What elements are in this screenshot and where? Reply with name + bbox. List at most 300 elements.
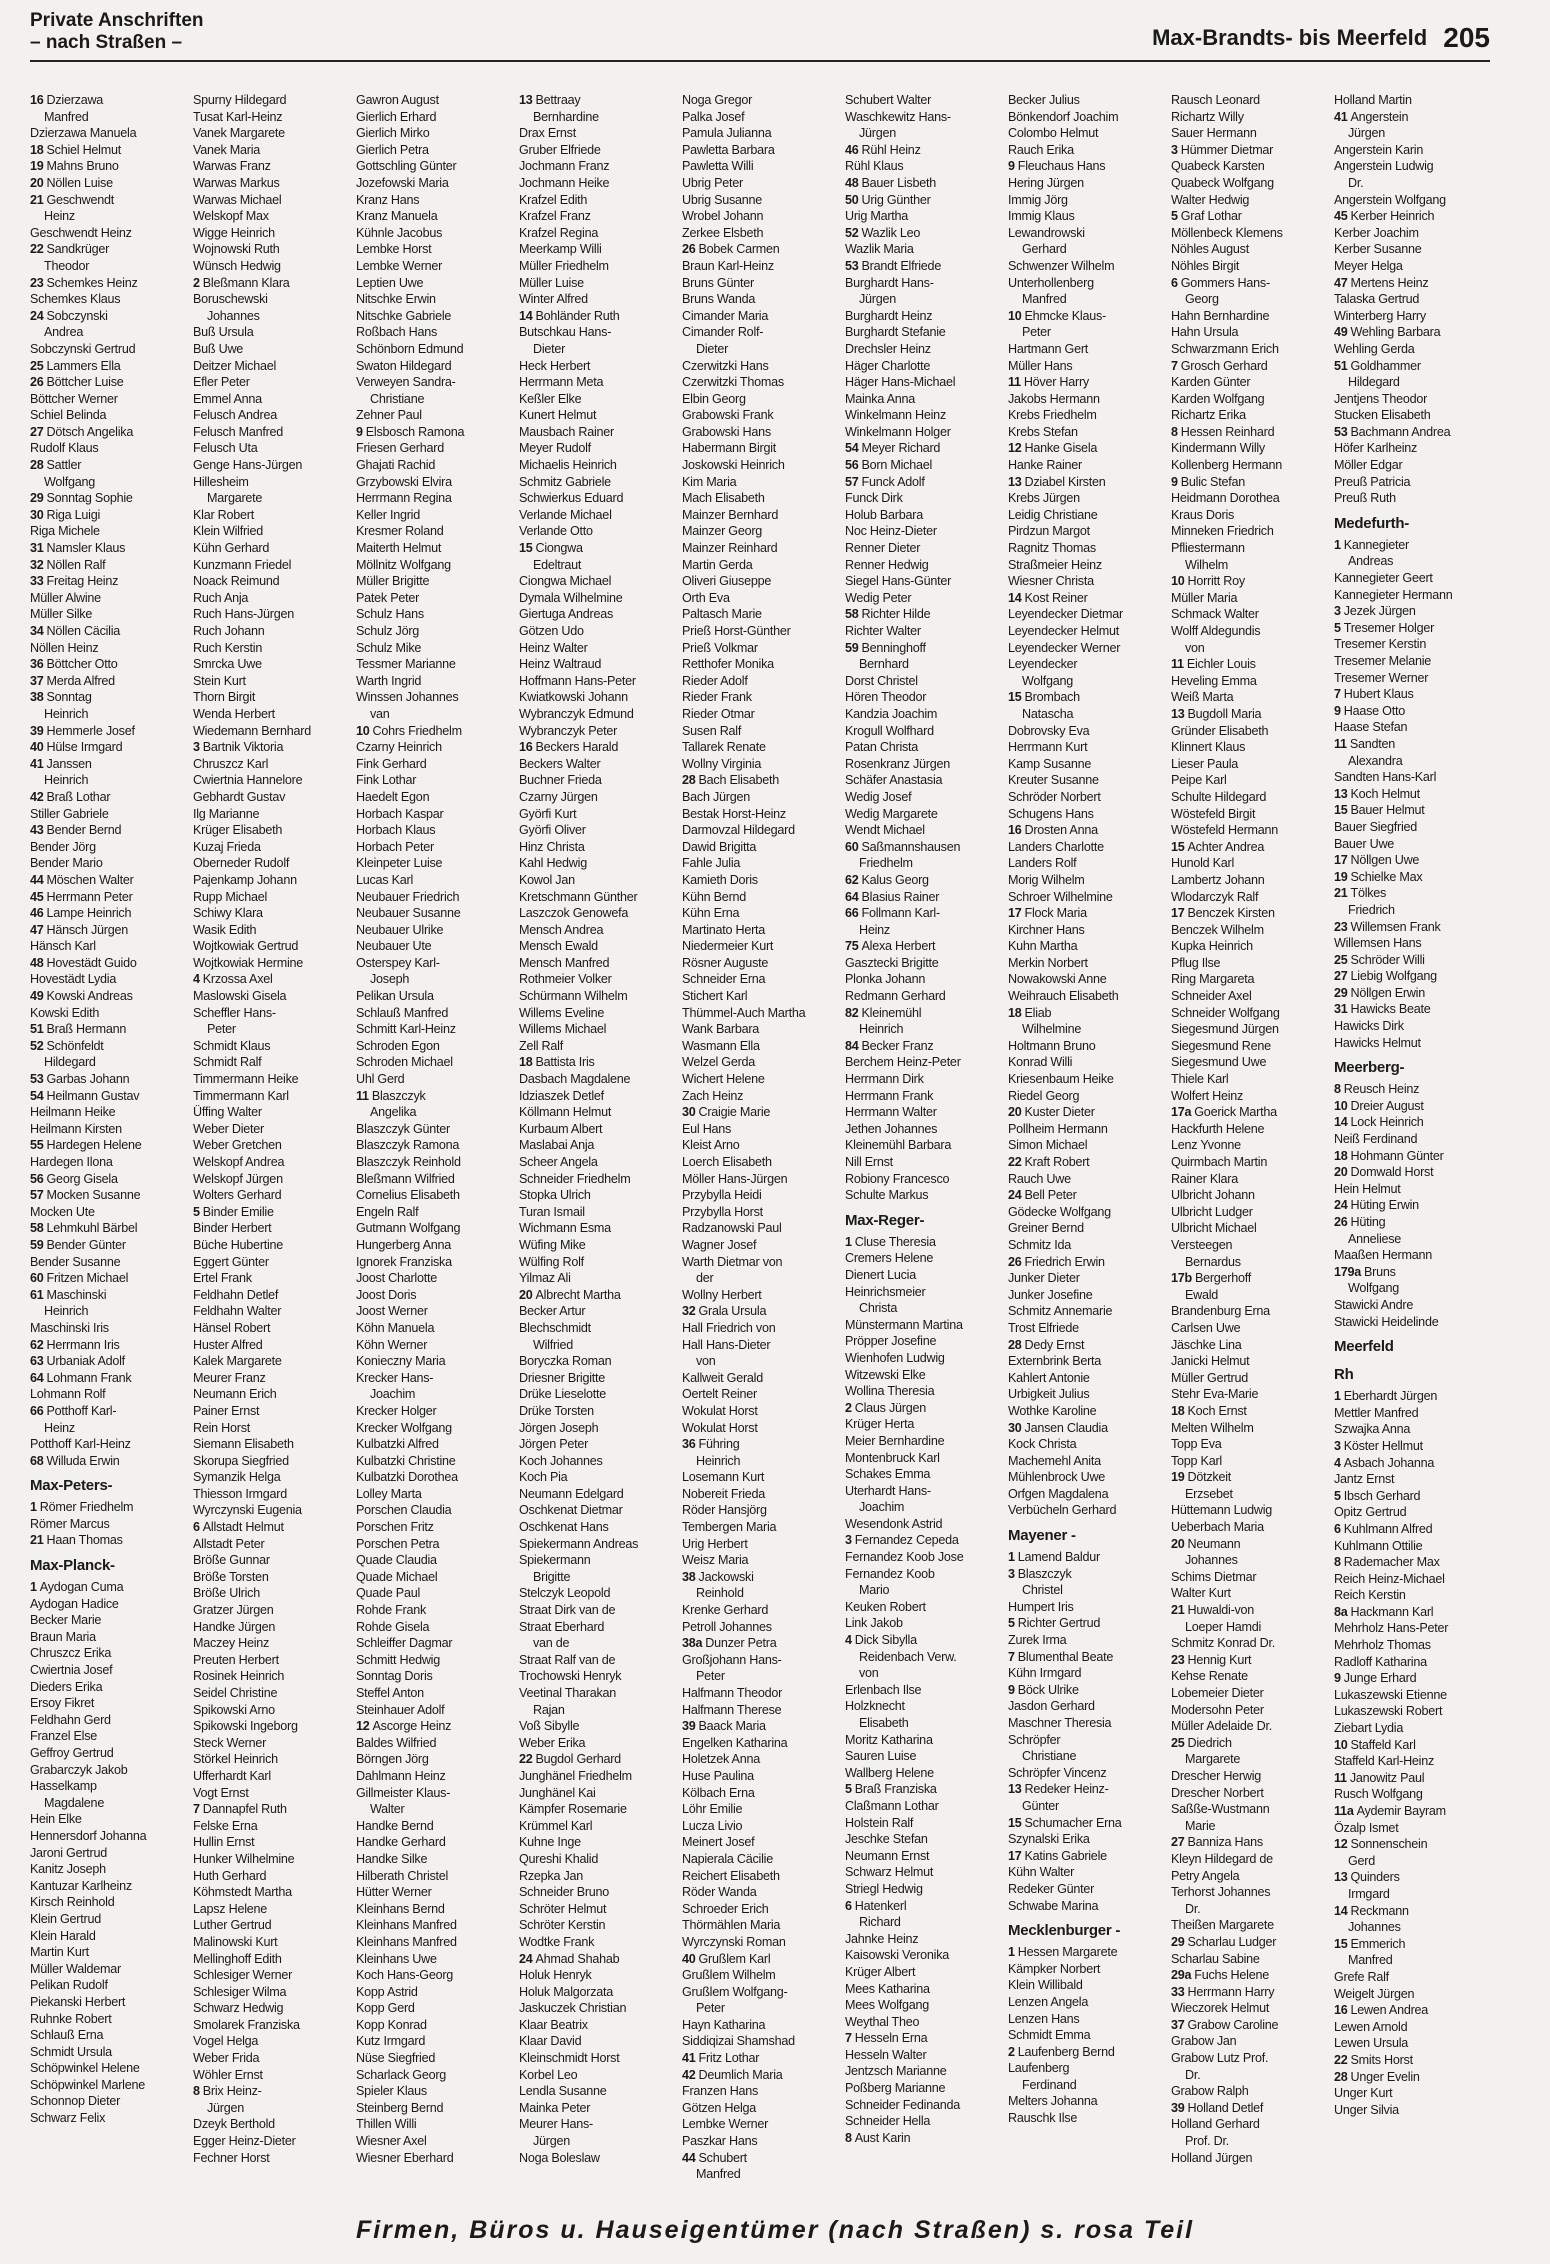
resident-entry (30, 142, 189, 159)
resident-entry: Minneken Friedrich (1171, 524, 1274, 539)
house-number: 51 (30, 1022, 44, 1037)
resident-entry: Pröpper Josefine (845, 1334, 937, 1349)
resident-entry: Walter Kurt (1171, 1586, 1231, 1601)
resident-name: Binder Emilie (202, 1204, 274, 1219)
resident-entry: Nill Ernst (845, 1155, 893, 1169)
resident-entry: Rupp Michael (193, 889, 268, 904)
resident-name: Unger Evelin (1350, 2069, 1420, 2084)
resident-entry: Maschner Theresia (1008, 1716, 1112, 1730)
house-number: 64 (30, 1370, 44, 1385)
resident-entry (1334, 275, 1493, 292)
resident-entry: Bender Jörg (30, 839, 96, 854)
resident-entry: Kulbatzki Dorothea (356, 1470, 458, 1485)
resident-name: Schielke Max (1350, 869, 1423, 884)
resident-entry: Yilmaz Ali (519, 1271, 571, 1286)
resident-entry: Willemsen Hans (1334, 936, 1422, 951)
resident-entry: Schleiffer Dagmar (356, 1636, 453, 1651)
house-number: 38 (30, 690, 44, 705)
resident-entry (1334, 1164, 1493, 1181)
resident-entry: Krüger Herta (845, 1417, 915, 1432)
resident-entry: Wöstefeld Birgit (1171, 806, 1256, 821)
resident-entry: Susen Ralf (682, 723, 742, 738)
resident-name: Römer Friedhelm (39, 1500, 134, 1515)
entry-continuation: Jürgen (859, 126, 897, 141)
resident-entry: Losemann Kurt (682, 1470, 765, 1485)
resident-entry: Bröße Ulrich (193, 1586, 260, 1601)
resident-entry (1334, 1670, 1493, 1687)
resident-entry: Qureshi Khalid (519, 1851, 599, 1866)
resident-entry: Hardegen Ilona (30, 1155, 113, 1169)
entry-continuation: Theodor (44, 258, 90, 273)
resident-entry (1008, 1254, 1167, 1271)
resident-entry (356, 1088, 515, 1105)
resident-entry: Steinhauer Adolf (356, 1702, 445, 1717)
resident-name: Asbach Johanna (1343, 1455, 1435, 1470)
resident-name: Hessen Reinhard (1180, 424, 1275, 439)
resident-entry: Kock Christa (1008, 1437, 1077, 1452)
resident-name: Bachmann Andrea (1350, 424, 1451, 439)
resident-entry: Kamieth Doris (682, 872, 758, 887)
resident-entry: Jantz Ernst (1334, 1472, 1395, 1487)
resident-entry: Binder Herbert (193, 1221, 272, 1236)
resident-entry: Weigelt Jürgen (1334, 1986, 1415, 2001)
house-number: 48 (845, 175, 859, 190)
resident-entry (30, 922, 189, 939)
resident-entry (1008, 1615, 1167, 1632)
resident-name: Smits Horst (1350, 2052, 1413, 2067)
footer-note: Firmen, Büros u. Hauseigentümer (nach Straßen) s. rosa Teil (355, 2216, 1195, 2244)
resident-entry: Halfmann Therese (682, 1702, 782, 1717)
house-number: 1 (1008, 1945, 1015, 1960)
resident-name: Hüting (1350, 1215, 1386, 1229)
resident-entry: Kulbatzki Alfred (356, 1437, 439, 1452)
resident-entry: Holland Martin (1334, 93, 1412, 107)
resident-name: Huwaldi-von (1187, 1603, 1255, 1618)
resident-entry (1008, 1944, 1167, 1961)
resident-entry: Elbin Georg (682, 391, 746, 406)
resident-entry (30, 789, 189, 806)
resident-name: Ciongwa (535, 541, 583, 556)
house-number: 6 (1334, 1521, 1341, 1536)
house-number: 31 (1334, 1002, 1348, 1017)
resident-entry: Felusch Manfred (193, 424, 284, 439)
resident-name: Bauer Lisbeth (861, 175, 936, 190)
entry-continuation: Andreas (1348, 554, 1394, 569)
house-number: 50 (845, 192, 859, 207)
resident-name: Schröder Willi (1350, 952, 1425, 967)
resident-name: Nöllen Cäcilia (46, 624, 121, 638)
resident-entry: Meyer Helga (1334, 258, 1403, 273)
resident-entry: Kuhne Inge (519, 1835, 581, 1850)
resident-entry: Grabow Jan (1171, 2034, 1237, 2049)
resident-entry (1334, 1604, 1493, 1621)
resident-entry (1008, 1848, 1167, 1865)
resident-entry: Weihrauch Elisabeth (1008, 989, 1119, 1004)
resident-entry: Jentzsch Marianne (845, 2064, 947, 2079)
resident-entry (193, 971, 352, 988)
resident-entry: Franzen Hans (682, 2084, 759, 2099)
resident-entry: Pelikan Ursula (356, 989, 434, 1004)
resident-entry (1008, 822, 1167, 839)
resident-name: Battista Iris (535, 1055, 595, 1070)
resident-entry: Becker Artur (519, 1304, 586, 1319)
street-heading: Mayener - (1008, 1527, 1076, 1545)
resident-name: Bohländer Ruth (535, 308, 620, 323)
resident-entry: Vanek Maria (193, 142, 261, 157)
house-number: 56 (845, 458, 859, 473)
resident-entry: Schöpwinkel Helene (30, 2061, 140, 2076)
resident-entry: Welskopf Jürgen (193, 1171, 283, 1186)
resident-entry (1334, 1114, 1493, 1131)
resident-entry (682, 772, 841, 789)
house-number: 3 (845, 1533, 852, 1548)
resident-entry: Handke Gerhard (356, 1835, 446, 1850)
resident-entry (1008, 1566, 1167, 1583)
resident-entry: Bleßmann Wilfried (356, 1171, 455, 1186)
resident-entry: Köhn Manuela (356, 1320, 435, 1335)
resident-entry: Koch Hans-Georg (356, 1968, 454, 1983)
resident-entry (30, 689, 189, 706)
resident-entry (1171, 905, 1330, 922)
house-number: 8 (1334, 1082, 1341, 1097)
resident-entry (1171, 1984, 1330, 2001)
house-number: 14 (1334, 1903, 1348, 1918)
resident-entry: Neubauer Friedrich (356, 889, 460, 904)
entry-continuation: Wilfried (533, 1337, 573, 1352)
resident-entry: Häger Charlotte (845, 358, 931, 373)
resident-entry (1334, 1488, 1493, 1505)
resident-entry: Nobereit Frieda (682, 1486, 766, 1501)
house-number: 36 (682, 1437, 696, 1452)
house-number: 14 (1008, 590, 1022, 605)
resident-entry: Böttcher Werner (30, 391, 118, 406)
resident-name: Dannapfel Ruth (202, 1802, 287, 1817)
resident-entry: Stichert Karl (682, 989, 748, 1004)
entry-continuation: Wolfgang (1022, 673, 1073, 688)
house-number: 9 (1008, 1682, 1015, 1697)
resident-entry: Wybranczyk Peter (519, 723, 618, 738)
resident-entry (356, 723, 515, 740)
resident-name: Drosten Anna (1024, 823, 1098, 838)
resident-name: Eliab (1024, 1005, 1052, 1020)
house-number: 21 (1171, 1603, 1185, 1618)
resident-entry: Huster Alfred (193, 1337, 263, 1352)
resident-entry: Weber Frida (193, 2051, 260, 2066)
resident-entry (30, 158, 189, 175)
resident-name: Böttcher Otto (46, 657, 118, 672)
resident-entry: Noack Reimund (193, 574, 280, 589)
resident-entry: Schneider Erna (682, 972, 766, 987)
resident-entry: Weber Dieter (193, 1121, 264, 1136)
resident-entry: Bönkendorf Joachim (1008, 109, 1119, 124)
resident-entry (1171, 656, 1330, 673)
resident-entry: Redeker Günter (1008, 1881, 1095, 1896)
resident-entry: Koch Johannes (519, 1453, 603, 1468)
resident-entry: Klinnert Klaus (1171, 740, 1246, 755)
resident-name: Richter Gertrud (1017, 1616, 1101, 1631)
resident-entry: Schröter Helmut (519, 1901, 607, 1916)
resident-entry: Burghardt Hans- (845, 275, 934, 290)
directory-column (1171, 92, 1334, 2208)
entry-continuation: Gerd (1348, 1853, 1375, 1868)
house-number: 44 (30, 872, 44, 887)
resident-entry: Rudolf Klaus (30, 441, 99, 456)
resident-entry: Kühn Irmgard (1008, 1666, 1082, 1681)
resident-entry (1334, 802, 1493, 819)
resident-entry: Krebs Stefan (1008, 424, 1078, 439)
resident-entry: Handke Bernd (356, 1818, 434, 1833)
resident-entry: Tresemer Werner (1334, 670, 1429, 685)
house-number: 3 (1334, 1438, 1341, 1453)
resident-entry: Meyer Rudolf (519, 441, 591, 456)
resident-entry: Drüke Torsten (519, 1403, 594, 1418)
resident-entry: Smrcka Uwe (193, 657, 262, 672)
resident-entry: Czerwitzki Hans (682, 358, 769, 373)
resident-entry: Kulbatzki Christine (356, 1453, 456, 1468)
house-number: 53 (845, 258, 859, 273)
resident-entry: Porschen Fritz (356, 1520, 434, 1535)
resident-entry (845, 872, 1004, 889)
resident-entry: Wiesner Eberhard (356, 2150, 454, 2165)
resident-entry: Gawron August (356, 93, 439, 107)
resident-entry: Rösner Auguste (682, 955, 769, 970)
house-number: 59 (845, 640, 859, 655)
resident-entry: Pawletta Barbara (682, 142, 775, 157)
resident-entry: Wedig Margarete (845, 806, 938, 821)
resident-entry: Pflug Ilse (1171, 955, 1221, 970)
resident-name: Emmerich (1350, 1936, 1406, 1951)
entry-continuation: Ewald (1185, 1287, 1219, 1302)
resident-entry: Hören Theodor (845, 690, 927, 705)
house-number: 19 (1334, 869, 1348, 884)
resident-entry: Dawid Brigitta (682, 839, 757, 854)
resident-name: Lamend Baldur (1017, 1550, 1100, 1565)
resident-entry: Symanzik Helga (193, 1470, 281, 1485)
house-number: 13 (1171, 706, 1185, 721)
resident-entry: Stucken Elisabeth (1334, 408, 1431, 423)
resident-entry: Möller Edgar (1334, 458, 1403, 473)
resident-entry: Kühn Gerhard (193, 541, 270, 556)
resident-entry: Müller Maria (1171, 590, 1238, 605)
resident-entry: Jahnke Heinz (845, 1931, 919, 1946)
house-number: 13 (1008, 474, 1022, 489)
resident-entry: Brandenburg Erna (1171, 1304, 1270, 1319)
house-number: 12 (1334, 1837, 1348, 1852)
resident-entry: Beckers Walter (519, 756, 601, 771)
resident-entry (1334, 686, 1493, 703)
resident-entry: Tresemer Melanie (1334, 654, 1432, 668)
resident-entry (682, 2150, 841, 2167)
entry-continuation: Hildegard (1348, 375, 1400, 390)
resident-entry (193, 739, 352, 756)
house-number: 10 (1334, 1737, 1348, 1752)
street-heading: Meerfeld (1334, 1338, 1394, 1356)
house-number: 28 (30, 458, 44, 473)
house-number: 32 (682, 1304, 696, 1319)
entry-continuation: Jürgen (207, 2100, 245, 2115)
resident-entry: Konieczny Maria (356, 1354, 446, 1369)
house-number: 60 (845, 839, 859, 854)
resident-entry: Warwas Michael (193, 192, 282, 207)
resident-entry (1008, 1005, 1167, 1022)
resident-entry: Habermann Birgit (682, 441, 776, 456)
resident-entry: Dymala Wilhelmine (519, 590, 623, 605)
house-number: 43 (30, 823, 44, 838)
house-number: 41 (1334, 109, 1348, 124)
resident-entry: Staffeld Karl-Heinz (1334, 1754, 1435, 1769)
resident-entry (30, 490, 189, 507)
resident-entry (30, 1038, 189, 1055)
resident-name: Reckmann (1350, 1903, 1409, 1918)
resident-entry: Czarny Heinrich (356, 740, 442, 755)
entry-continuation: Christa (859, 1301, 898, 1316)
resident-entry: Münstermann Martina (845, 1317, 963, 1332)
resident-entry: Kleyn Hildegard de (1171, 1851, 1273, 1866)
resident-entry: Genge Hans-Jürgen (193, 458, 303, 473)
resident-entry: Wichmann Esma (519, 1221, 611, 1236)
resident-entry: Kollenberg Hermann (1171, 458, 1283, 473)
resident-entry: Vogel Helga (193, 2034, 259, 2049)
resident-name: Hennig Kurt (1187, 1652, 1252, 1667)
resident-entry: Hungerberg Anna (356, 1237, 451, 1252)
resident-entry: Junghänel Friedhelm (519, 1768, 632, 1783)
resident-entry: Kowski Edith (30, 1005, 100, 1020)
resident-entry: Feldhahn Gerd (30, 1712, 111, 1727)
resident-entry: Warth Ingrid (356, 673, 422, 688)
resident-entry: Engelken Katharina (682, 1735, 788, 1750)
resident-entry: Jäschke Lina (1171, 1337, 1242, 1352)
resident-name: Jackowski (698, 1569, 754, 1584)
resident-name: Brandt Elfriede (861, 258, 942, 273)
house-number: 54 (30, 1088, 44, 1103)
resident-entry (1334, 1388, 1493, 1405)
resident-entry: Hullin Ernst (193, 1835, 255, 1850)
resident-entry: Bauer Uwe (1334, 836, 1395, 851)
resident-entry: Kerber Susanne (1334, 242, 1422, 257)
resident-entry: Kresmer Roland (356, 524, 444, 539)
resident-entry: Scharlau Sabine (1171, 1951, 1260, 1966)
resident-entry: Wigge Heinrich (193, 225, 275, 240)
resident-entry: Haedelt Egon (356, 789, 430, 804)
resident-entry (30, 457, 189, 474)
resident-entry: Neumann Edelgard (519, 1486, 624, 1501)
resident-entry: Tessmer Marianne (356, 657, 456, 672)
resident-name: Koch Helmut (1350, 786, 1420, 801)
resident-entry: Geschwendt Heinz (30, 225, 132, 240)
resident-entry: Mainzer Bernhard (682, 507, 779, 522)
resident-entry: Wazlik Maria (845, 242, 914, 257)
resident-entry: Hütter Werner (356, 1885, 432, 1900)
resident-name: Bruns (1364, 1264, 1396, 1279)
resident-name: Böttcher Luise (46, 375, 124, 390)
resident-name: Mahns Bruno (46, 159, 119, 174)
entry-continuation: Andrea (44, 325, 84, 340)
resident-entry: Dobrovsky Eva (1008, 723, 1090, 738)
resident-name: Urig Günther (861, 192, 931, 207)
resident-name: Riga Luigi (46, 507, 101, 522)
resident-entry (845, 142, 1004, 159)
resident-name: Braß Franziska (854, 1782, 937, 1797)
resident-entry: Spikowski Arno (193, 1702, 275, 1717)
resident-entry: Uterhardt Hans- (845, 1483, 931, 1498)
house-number: 11 (356, 1088, 369, 1103)
resident-entry: Retthofer Monika (682, 657, 774, 672)
resident-name: Fuchs Helene (1194, 1968, 1269, 1983)
resident-name: Blumenthal Beate (1017, 1649, 1114, 1664)
resident-entry: Schneider Fedinanda (845, 2097, 960, 2112)
resident-entry (30, 988, 189, 1005)
resident-name: Dunzer Petra (705, 1636, 777, 1651)
resident-entry: Wollina Theresia (845, 1384, 935, 1399)
resident-entry: Hüttemann Ludwig (1171, 1503, 1273, 1518)
resident-entry: Feldhahn Walter (193, 1304, 282, 1319)
resident-entry: Kahlert Antonie (1008, 1370, 1090, 1385)
resident-entry: Holub Barbara (845, 507, 923, 522)
resident-entry: Jochmann Franz (519, 159, 610, 174)
resident-entry (1171, 1270, 1330, 1287)
resident-entry: Wehling Gerda (1334, 341, 1415, 356)
resident-entry: Hein Helmut (1334, 1181, 1401, 1196)
house-number: 11 (1334, 1770, 1347, 1785)
resident-entry: Poßberg Marianne (845, 2081, 946, 2096)
resident-entry (30, 1171, 189, 1188)
resident-entry: Holland Jürgen (1171, 2150, 1253, 2165)
resident-entry (1171, 275, 1330, 292)
resident-entry (1171, 1104, 1330, 1121)
resident-entry: Nitschke Gabriele (356, 308, 452, 323)
resident-entry (519, 1054, 678, 1071)
resident-entry: Dasbach Magdalene (519, 1072, 631, 1087)
resident-entry: Kuhn Martha (1008, 939, 1078, 954)
resident-entry: Krebs Jürgen (1008, 491, 1080, 506)
resident-entry: Ragnitz Thomas (1008, 541, 1096, 556)
resident-entry (845, 905, 1004, 922)
resident-entry: Talaska Gertrud (1334, 292, 1420, 307)
resident-entry (1334, 885, 1493, 902)
house-number: 5 (845, 1782, 852, 1797)
resident-entry: Quirmbach Martin (1171, 1155, 1268, 1169)
resident-entry: Hilberath Christel (356, 1868, 449, 1883)
resident-entry (845, 839, 1004, 856)
house-number: 7 (193, 1802, 200, 1817)
resident-name: Deumlich Maria (698, 2067, 783, 2082)
house-number: 20 (1008, 1105, 1022, 1120)
directory-column (1008, 92, 1171, 2208)
resident-name: Mocken Susanne (46, 1188, 141, 1203)
resident-entry: Willems Michael (519, 1022, 607, 1037)
resident-entry: Hinz Christa (519, 839, 585, 854)
resident-entry: Mainka Peter (519, 2100, 591, 2115)
resident-entry (1171, 142, 1330, 159)
resident-name: Goldhammer (1350, 358, 1421, 373)
resident-entry: Kannegieter Geert (1334, 571, 1433, 586)
resident-entry: Heinrichsmeier (845, 1284, 926, 1299)
resident-entry: Möller Hans-Jürgen (682, 1171, 788, 1186)
resident-name: Schönfeldt (46, 1038, 104, 1053)
resident-name: Kost Reiner (1024, 590, 1088, 605)
resident-entry: Schmitz Annemarie (1008, 1304, 1113, 1319)
resident-entry (1171, 1602, 1330, 1619)
resident-name: Friedrich Erwin (1024, 1254, 1105, 1269)
resident-entry: Boryczka Roman (519, 1354, 612, 1369)
house-number: 58 (30, 1221, 44, 1236)
entry-continuation: Johannes (1185, 1553, 1238, 1568)
house-number: 23 (1334, 919, 1348, 934)
house-number: 25 (30, 358, 44, 373)
resident-name: Cluse Theresia (854, 1234, 936, 1249)
resident-entry: Porschen Petra (356, 1536, 440, 1551)
resident-entry: Steck Werner (193, 1735, 267, 1750)
